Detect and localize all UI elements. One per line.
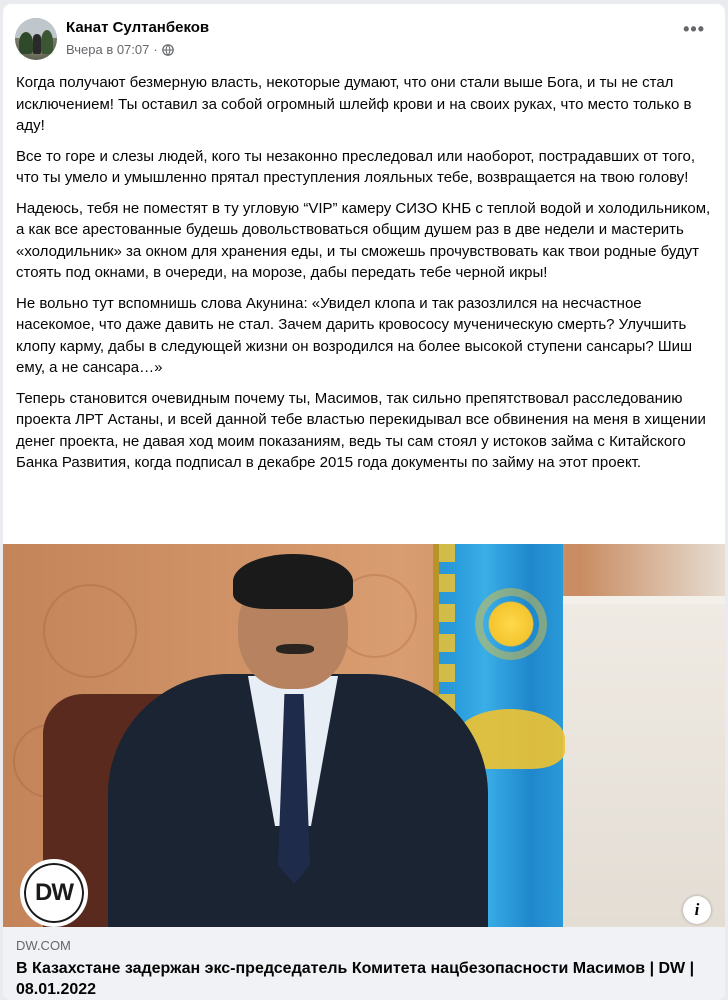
post-paragraph: Не вольно тут вспомнишь слова Акунина: «Увидел клопа и так разозлился на несчастное насекомое, что даже давить не стал. Зачем дарить кровососу мученическую смерть? Улучшить клопу карму, дабы в следующей жизни он возродился на более высокой ступени сансары? Шиш ему, а не сансара…» [16, 294, 693, 376]
author-name[interactable]: Канат Султанбеков [66, 19, 210, 36]
dw-logo: DW [20, 859, 88, 927]
fireplace [563, 604, 725, 927]
post-header [3, 4, 725, 68]
post-meta [66, 42, 174, 57]
link-preview-card[interactable] [3, 927, 725, 1000]
person [98, 544, 498, 927]
post-paragraph: Надеюсь, тебя не поместят в ту угловую “VIP” камеру СИЗО КНБ с теплой водой и холодильником, а как все арестованные будешь довольствоваться общим душем раз в две недели и мастерить «холодильник» за окном для хранения еды, и ты сможешь прочувствовать как твои родные будут стоять под окнами, в очереди, на морозе, дабы передать тебе черной икры! [16, 199, 711, 281]
link-title[interactable]: В Казахстане задержан экс-председатель Комитета нацбезопасности Масимов | DW | 08.01.2022 [16, 960, 695, 998]
post-paragraph: Когда получают безмерную власть, некоторые думают, что они стали выше Бога, и ты не стал исключением! Ты оставил за собой огромный шлейф крови и на своих руках, что место только в аду! [16, 74, 692, 134]
post-timestamp[interactable]: Вчера в 07:07 [66, 42, 150, 57]
person-mustache [276, 644, 314, 654]
avatar-figure [33, 34, 41, 54]
avatar-tree [19, 32, 33, 54]
author-avatar[interactable] [15, 18, 57, 60]
avatar-tree [41, 30, 53, 54]
person-hair [233, 554, 353, 609]
info-icon[interactable]: i [683, 896, 711, 924]
globe-icon [162, 44, 174, 56]
link-domain: DW.COM [16, 938, 71, 953]
post-text [3, 68, 725, 474]
more-options-icon[interactable]: ••• [683, 19, 705, 39]
facebook-post [3, 4, 725, 1000]
link-preview-image[interactable] [3, 544, 725, 927]
post-paragraph: Теперь становится очевидным почему ты, Масимов, так сильно препятствовал расследованию проекта ЛРТ Астаны, и всей данной тебе властью перекидывал все обвинения на меня в хищении денег проекта, не давая ход моим показаниям, ведь ты сам стоял у истоков займа с Китайского Банка Развития, когда подписал в декабре 2015 года документы по займу на этот проект. [16, 389, 706, 471]
post-paragraph: Все то горе и слезы людей, кого ты незаконно преследовал или наоборот, пострадавших от того, что ты умело и умышленно прятал преступления лояльных тебе, возвращается на твою голову! [16, 147, 696, 186]
dot-separator: · [153, 42, 158, 57]
